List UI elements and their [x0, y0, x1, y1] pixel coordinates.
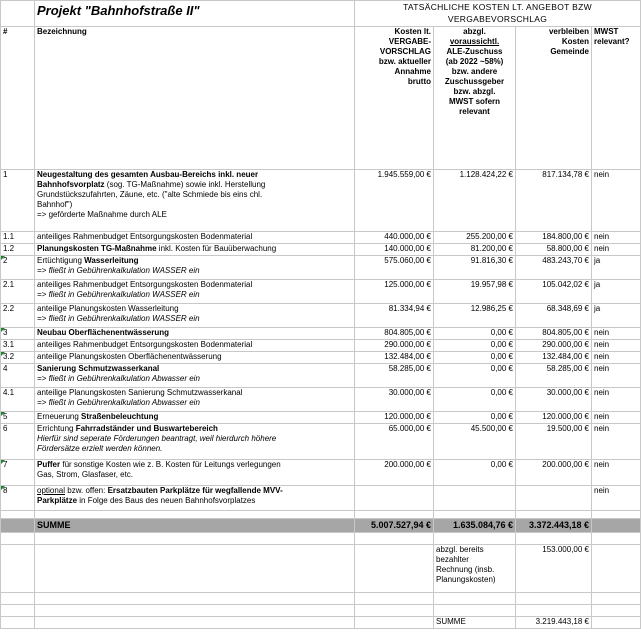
mwst-value: nein — [592, 424, 641, 460]
description-text: Bahnhofsvorplatz — [37, 180, 105, 189]
row-number: 7 — [1, 460, 35, 486]
col-header-line: (ab 2022 ~58%) — [445, 57, 504, 66]
empty-cell — [592, 533, 641, 545]
description-line — [37, 200, 352, 210]
description-line — [37, 290, 352, 300]
row-description — [35, 460, 355, 486]
description-line — [37, 364, 352, 374]
empty-cell — [516, 511, 592, 519]
description-text: Wasserleitung — [84, 256, 139, 265]
deduction-note — [434, 545, 516, 593]
top-header — [355, 1, 641, 27]
col-header-line: brutto — [407, 77, 431, 86]
description-line — [37, 210, 352, 220]
mwst-value: nein — [592, 232, 641, 244]
row-number: 3.1 — [1, 340, 35, 352]
description-text: Ersatzbauten Parkplätze für wegfallende MVV- — [107, 486, 283, 495]
description-line — [37, 398, 352, 408]
cost-value: 575.060,00 € — [355, 256, 434, 280]
description-text: Planungskosten TG-Maßnahme — [37, 244, 157, 253]
empty-cell — [1, 545, 35, 593]
remaining-value: 184.800,00 € — [516, 232, 592, 244]
remaining-value: 58.285,00 € — [516, 364, 592, 388]
row-number: 3 — [1, 328, 35, 340]
table-row — [1, 244, 641, 256]
description-line — [37, 170, 352, 180]
description-line — [37, 232, 352, 242]
description-text: Puffer — [37, 460, 61, 469]
col-header-line: Annahme — [394, 67, 431, 76]
description-text: => fließt in Gebührenkalkulation WASSER ein — [37, 266, 200, 275]
col-header-num: # — [1, 27, 35, 170]
description-line — [37, 412, 352, 422]
cost-value — [355, 486, 434, 511]
description-line — [37, 244, 352, 254]
description-line — [37, 352, 352, 362]
mwst-value: nein — [592, 352, 641, 364]
grant-value: 0,00 € — [434, 364, 516, 388]
description-line — [37, 304, 352, 314]
col-header-line: Gemeinde — [550, 47, 589, 56]
col-header-line: abzgl. — [463, 27, 486, 36]
description-line — [37, 460, 352, 470]
row-description — [35, 340, 355, 352]
description-text: Sanierung Schmutzwasserkanal — [37, 364, 160, 373]
empty-cell — [592, 617, 641, 629]
mwst-value: nein — [592, 364, 641, 388]
table-row — [1, 388, 641, 412]
spacer-cell — [1, 1, 35, 27]
grant-value: 19.957,98 € — [434, 280, 516, 304]
empty-cell — [35, 617, 355, 629]
table-row — [1, 424, 641, 460]
description-line — [37, 340, 352, 350]
description-line — [37, 328, 352, 338]
remaining-value: 290.000,00 € — [516, 340, 592, 352]
col-header-line: relevant? — [594, 37, 630, 46]
description-line — [37, 314, 352, 324]
description-text: anteilige Planungskosten Oberflächenentwässerung — [37, 352, 222, 361]
row-description — [35, 352, 355, 364]
description-line — [37, 434, 352, 444]
row-number: 2.2 — [1, 304, 35, 328]
mwst-value: nein — [592, 244, 641, 256]
col-header-cost — [355, 27, 434, 170]
table-row — [1, 460, 641, 486]
mwst-value: nein — [592, 170, 641, 232]
col-header-grant — [434, 27, 516, 170]
description-text: in Folge des Baus des neuen Bahnhofsvorplatzes — [77, 496, 256, 505]
summe-label: SUMME — [35, 519, 355, 533]
description-text: inkl. Kosten für Bauüberwachung — [156, 244, 277, 253]
mwst-value: ja — [592, 256, 641, 280]
row-description — [35, 424, 355, 460]
remaining-value: 817.134,78 € — [516, 170, 592, 232]
empty-cell — [355, 533, 434, 545]
grant-value: 0,00 € — [434, 388, 516, 412]
final-summe-label: SUMME — [434, 617, 516, 629]
deduction-row — [1, 545, 641, 593]
row-description — [35, 328, 355, 340]
row-number: 3.2 — [1, 352, 35, 364]
empty-cell — [35, 605, 355, 617]
description-text: => fließt in Gebührenkalkulation Abwasser ein — [37, 374, 200, 383]
col-header-line: bzw. andere — [451, 67, 498, 76]
mwst-value: ja — [592, 280, 641, 304]
remaining-value: 19.500,00 € — [516, 424, 592, 460]
description-text: => fließt in Gebührenkalkulation WASSER ein — [37, 290, 200, 299]
spacer-row — [1, 605, 641, 617]
description-line — [37, 424, 352, 434]
row-description — [35, 280, 355, 304]
description-line — [37, 280, 352, 290]
table-row — [1, 256, 641, 280]
table-row — [1, 170, 641, 232]
row-number: 5 — [1, 412, 35, 424]
mwst-value: nein — [592, 412, 641, 424]
deduction-note-line: bezahlter — [436, 555, 469, 564]
row-description — [35, 388, 355, 412]
grant-value: 0,00 € — [434, 328, 516, 340]
row-description — [35, 486, 355, 511]
description-line — [37, 180, 352, 190]
description-line — [37, 496, 352, 506]
deduction-note-line: Rechnung (insb. — [436, 565, 495, 574]
row-number: 4.1 — [1, 388, 35, 412]
description-text: Bahnhof") — [37, 200, 73, 209]
row-description — [35, 412, 355, 424]
col-header-line: verbleiben — [548, 27, 589, 36]
col-header-line: voraussichtl. — [449, 37, 500, 46]
empty-cell — [35, 533, 355, 545]
mwst-value: nein — [592, 340, 641, 352]
deduction-note-line: abzgl. bereits — [436, 545, 484, 554]
mwst-value: nein — [592, 388, 641, 412]
col-header-line: Kosten lt. — [394, 27, 431, 36]
cost-value: 58.285,00 € — [355, 364, 434, 388]
grant-value: 0,00 € — [434, 340, 516, 352]
table-row — [1, 304, 641, 328]
empty-cell — [434, 511, 516, 519]
grant-value: 255.200,00 € — [434, 232, 516, 244]
grant-value: 45.500,00 € — [434, 424, 516, 460]
empty-cell — [592, 519, 641, 533]
description-text: => fließt in Gebührenkalkulation WASSER ein — [37, 314, 200, 323]
col-header-mwst — [592, 27, 641, 170]
description-text: bzw. offen: — [65, 486, 108, 495]
cost-value: 30.000,00 € — [355, 388, 434, 412]
mwst-value: nein — [592, 486, 641, 511]
row-number: 2.1 — [1, 280, 35, 304]
cost-value: 440.000,00 € — [355, 232, 434, 244]
description-text: Fahrradständer und Buswartebereich — [75, 424, 218, 433]
remaining-value: 132.484,00 € — [516, 352, 592, 364]
cost-value: 200.000,00 € — [355, 460, 434, 486]
description-text: Fördersätze erzielt werden können. — [37, 444, 163, 453]
cost-value: 1.945.559,00 € — [355, 170, 434, 232]
table-row — [1, 364, 641, 388]
cost-value: 125.000,00 € — [355, 280, 434, 304]
grant-value: 0,00 € — [434, 412, 516, 424]
row-description — [35, 256, 355, 280]
row-number: 8 — [1, 486, 35, 511]
empty-cell — [592, 511, 641, 519]
description-text: Ertüchtigung — [37, 256, 85, 265]
top-header-line: VERGABEVORSCHLAG — [447, 14, 548, 24]
description-text: Parkplätze — [37, 496, 78, 505]
mwst-value: ja — [592, 304, 641, 328]
description-text: => fließt in Gebührenkalkulation Abwasser ein — [37, 398, 200, 407]
row-number: 1 — [1, 170, 35, 232]
table-row — [1, 486, 641, 511]
deduction-value: 153.000,00 € — [516, 545, 592, 593]
row-number: 6 — [1, 424, 35, 460]
spacer-row — [1, 511, 641, 519]
description-text: optional — [37, 486, 66, 495]
grant-value: 0,00 € — [434, 460, 516, 486]
remaining-value: 58.800,00 € — [516, 244, 592, 256]
row-description — [35, 232, 355, 244]
cost-value: 290.000,00 € — [355, 340, 434, 352]
mwst-value: nein — [592, 328, 641, 340]
remaining-value: 105.042,02 € — [516, 280, 592, 304]
table-row — [1, 232, 641, 244]
description-text: anteiliges Rahmenbudget Entsorgungskosten Bodenmaterial — [37, 340, 253, 349]
table-row — [1, 352, 641, 364]
empty-cell — [1, 593, 35, 605]
description-text: Neubau Oberflächenentwässerung — [37, 328, 170, 337]
grant-value: 81.200,00 € — [434, 244, 516, 256]
description-text: Erneuerung — [37, 412, 82, 421]
grant-value — [434, 486, 516, 511]
description-text: anteilige Planungskosten Wasserleitung — [37, 304, 179, 313]
remaining-value: 200.000,00 € — [516, 460, 592, 486]
spacer-row — [1, 533, 641, 545]
summe-cost: 5.007.527,94 € — [355, 519, 434, 533]
row-number: 1.1 — [1, 232, 35, 244]
description-text: anteiliges Rahmenbudget Entsorgungskosten Bodenmaterial — [37, 280, 253, 289]
empty-cell — [35, 545, 355, 593]
description-line — [37, 486, 352, 496]
col-header-line: relevant — [459, 107, 490, 116]
description-text: anteilige Planungskosten Sanierung Schmutzwasserkanal — [37, 388, 243, 397]
col-header-line: MWST — [594, 27, 619, 36]
description-line — [37, 374, 352, 384]
empty-cell — [516, 533, 592, 545]
description-text: Grundstückszufahrten, Zäune, etc. ("alte Schmiede bis eins chl. — [37, 190, 263, 199]
row-number: 2 — [1, 256, 35, 280]
description-line — [37, 256, 352, 266]
col-header-line: bzw. aktueller — [378, 57, 431, 66]
empty-cell — [1, 605, 35, 617]
final-summe-row — [1, 617, 641, 629]
row-description — [35, 304, 355, 328]
description-text: Errichtung — [37, 424, 76, 433]
grant-value: 1.128.424,22 € — [434, 170, 516, 232]
description-text: Straßenbeleuchtung — [81, 412, 159, 421]
project-title: Projekt "Bahnhofstraße II" — [35, 1, 355, 27]
grant-value: 91.816,30 € — [434, 256, 516, 280]
col-header-line: bzw. abzgl. — [453, 87, 496, 96]
empty-cell — [592, 605, 641, 617]
cost-value: 120.000,00 € — [355, 412, 434, 424]
deduction-note-line: Planungskosten) — [436, 575, 496, 584]
description-text: Gas, Strom, Glasfaser, etc. — [37, 470, 134, 479]
col-header-line: Zuschussgeber — [444, 77, 505, 86]
remaining-value: 804.805,00 € — [516, 328, 592, 340]
row-number: 1.2 — [1, 244, 35, 256]
row-number: 4 — [1, 364, 35, 388]
description-line — [37, 444, 352, 454]
table-row — [1, 280, 641, 304]
col-header-line: Kosten — [561, 37, 589, 46]
description-text: => geförderte Maßnahme durch ALE — [37, 210, 167, 219]
empty-cell — [355, 511, 434, 519]
description-line — [37, 190, 352, 200]
empty-cell — [35, 511, 355, 519]
empty-cell — [1, 617, 35, 629]
empty-cell — [592, 593, 641, 605]
cost-value: 804.805,00 € — [355, 328, 434, 340]
description-text: für sonstige Kosten wie z. B. Kosten für Leitungs verlegungen — [60, 460, 281, 469]
remaining-value: 68.348,69 € — [516, 304, 592, 328]
final-summe-value: 3.219.443,18 € — [516, 617, 592, 629]
table-row — [1, 340, 641, 352]
empty-cell — [355, 605, 434, 617]
grant-value: 0,00 € — [434, 352, 516, 364]
cost-value: 65.000,00 € — [355, 424, 434, 460]
description-line — [37, 266, 352, 276]
col-header-line: VERGABE- — [388, 37, 431, 46]
remaining-value — [516, 486, 592, 511]
top-header-line: TATSÄCHLICHE KOSTEN LT. ANGEBOT BZW — [403, 2, 592, 12]
grant-value: 12.986,25 € — [434, 304, 516, 328]
empty-cell — [434, 593, 516, 605]
summe-grant: 1.635.084,76 € — [434, 519, 516, 533]
empty-cell — [355, 545, 434, 593]
description-text: Neugestaltung des gesamten Ausbau-Bereichs inkl. neuer — [37, 170, 259, 179]
summe-remaining: 3.372.443,18 € — [516, 519, 592, 533]
remaining-value: 483.243,70 € — [516, 256, 592, 280]
col-header-line: VORSCHLAG — [379, 47, 431, 56]
empty-cell — [1, 519, 35, 533]
cost-value: 140.000,00 € — [355, 244, 434, 256]
col-header-desc: Bezeichnung — [35, 27, 355, 170]
remaining-value: 120.000,00 € — [516, 412, 592, 424]
description-line — [37, 388, 352, 398]
cost-value: 81.334,94 € — [355, 304, 434, 328]
cost-value: 132.484,00 € — [355, 352, 434, 364]
empty-cell — [592, 545, 641, 593]
row-description — [35, 244, 355, 256]
empty-cell — [1, 533, 35, 545]
empty-cell — [355, 593, 434, 605]
empty-cell — [355, 617, 434, 629]
empty-cell — [516, 593, 592, 605]
table-row — [1, 412, 641, 424]
empty-cell — [35, 593, 355, 605]
empty-cell — [434, 533, 516, 545]
table-row — [1, 328, 641, 340]
remaining-value: 30.000,00 € — [516, 388, 592, 412]
description-text: (sog. TG-Maßnahme) sowie inkl. Herstellung — [104, 180, 266, 189]
row-description — [35, 170, 355, 232]
spacer-row — [1, 593, 641, 605]
empty-cell — [1, 511, 35, 519]
col-header-line: ALE-Zuschuss — [446, 47, 503, 56]
empty-cell — [434, 605, 516, 617]
empty-cell — [516, 605, 592, 617]
description-text: Hierfür sind seperate Förderungen beantragt, weil hierdurch höhere — [37, 434, 277, 443]
description-line — [37, 470, 352, 480]
summe-row — [1, 519, 641, 533]
col-header-line: MWST sofern — [448, 97, 501, 106]
description-text: anteiliges Rahmenbudget Entsorgungskosten Bodenmaterial — [37, 232, 253, 241]
mwst-value: nein — [592, 460, 641, 486]
col-header-remaining — [516, 27, 592, 170]
row-description — [35, 364, 355, 388]
